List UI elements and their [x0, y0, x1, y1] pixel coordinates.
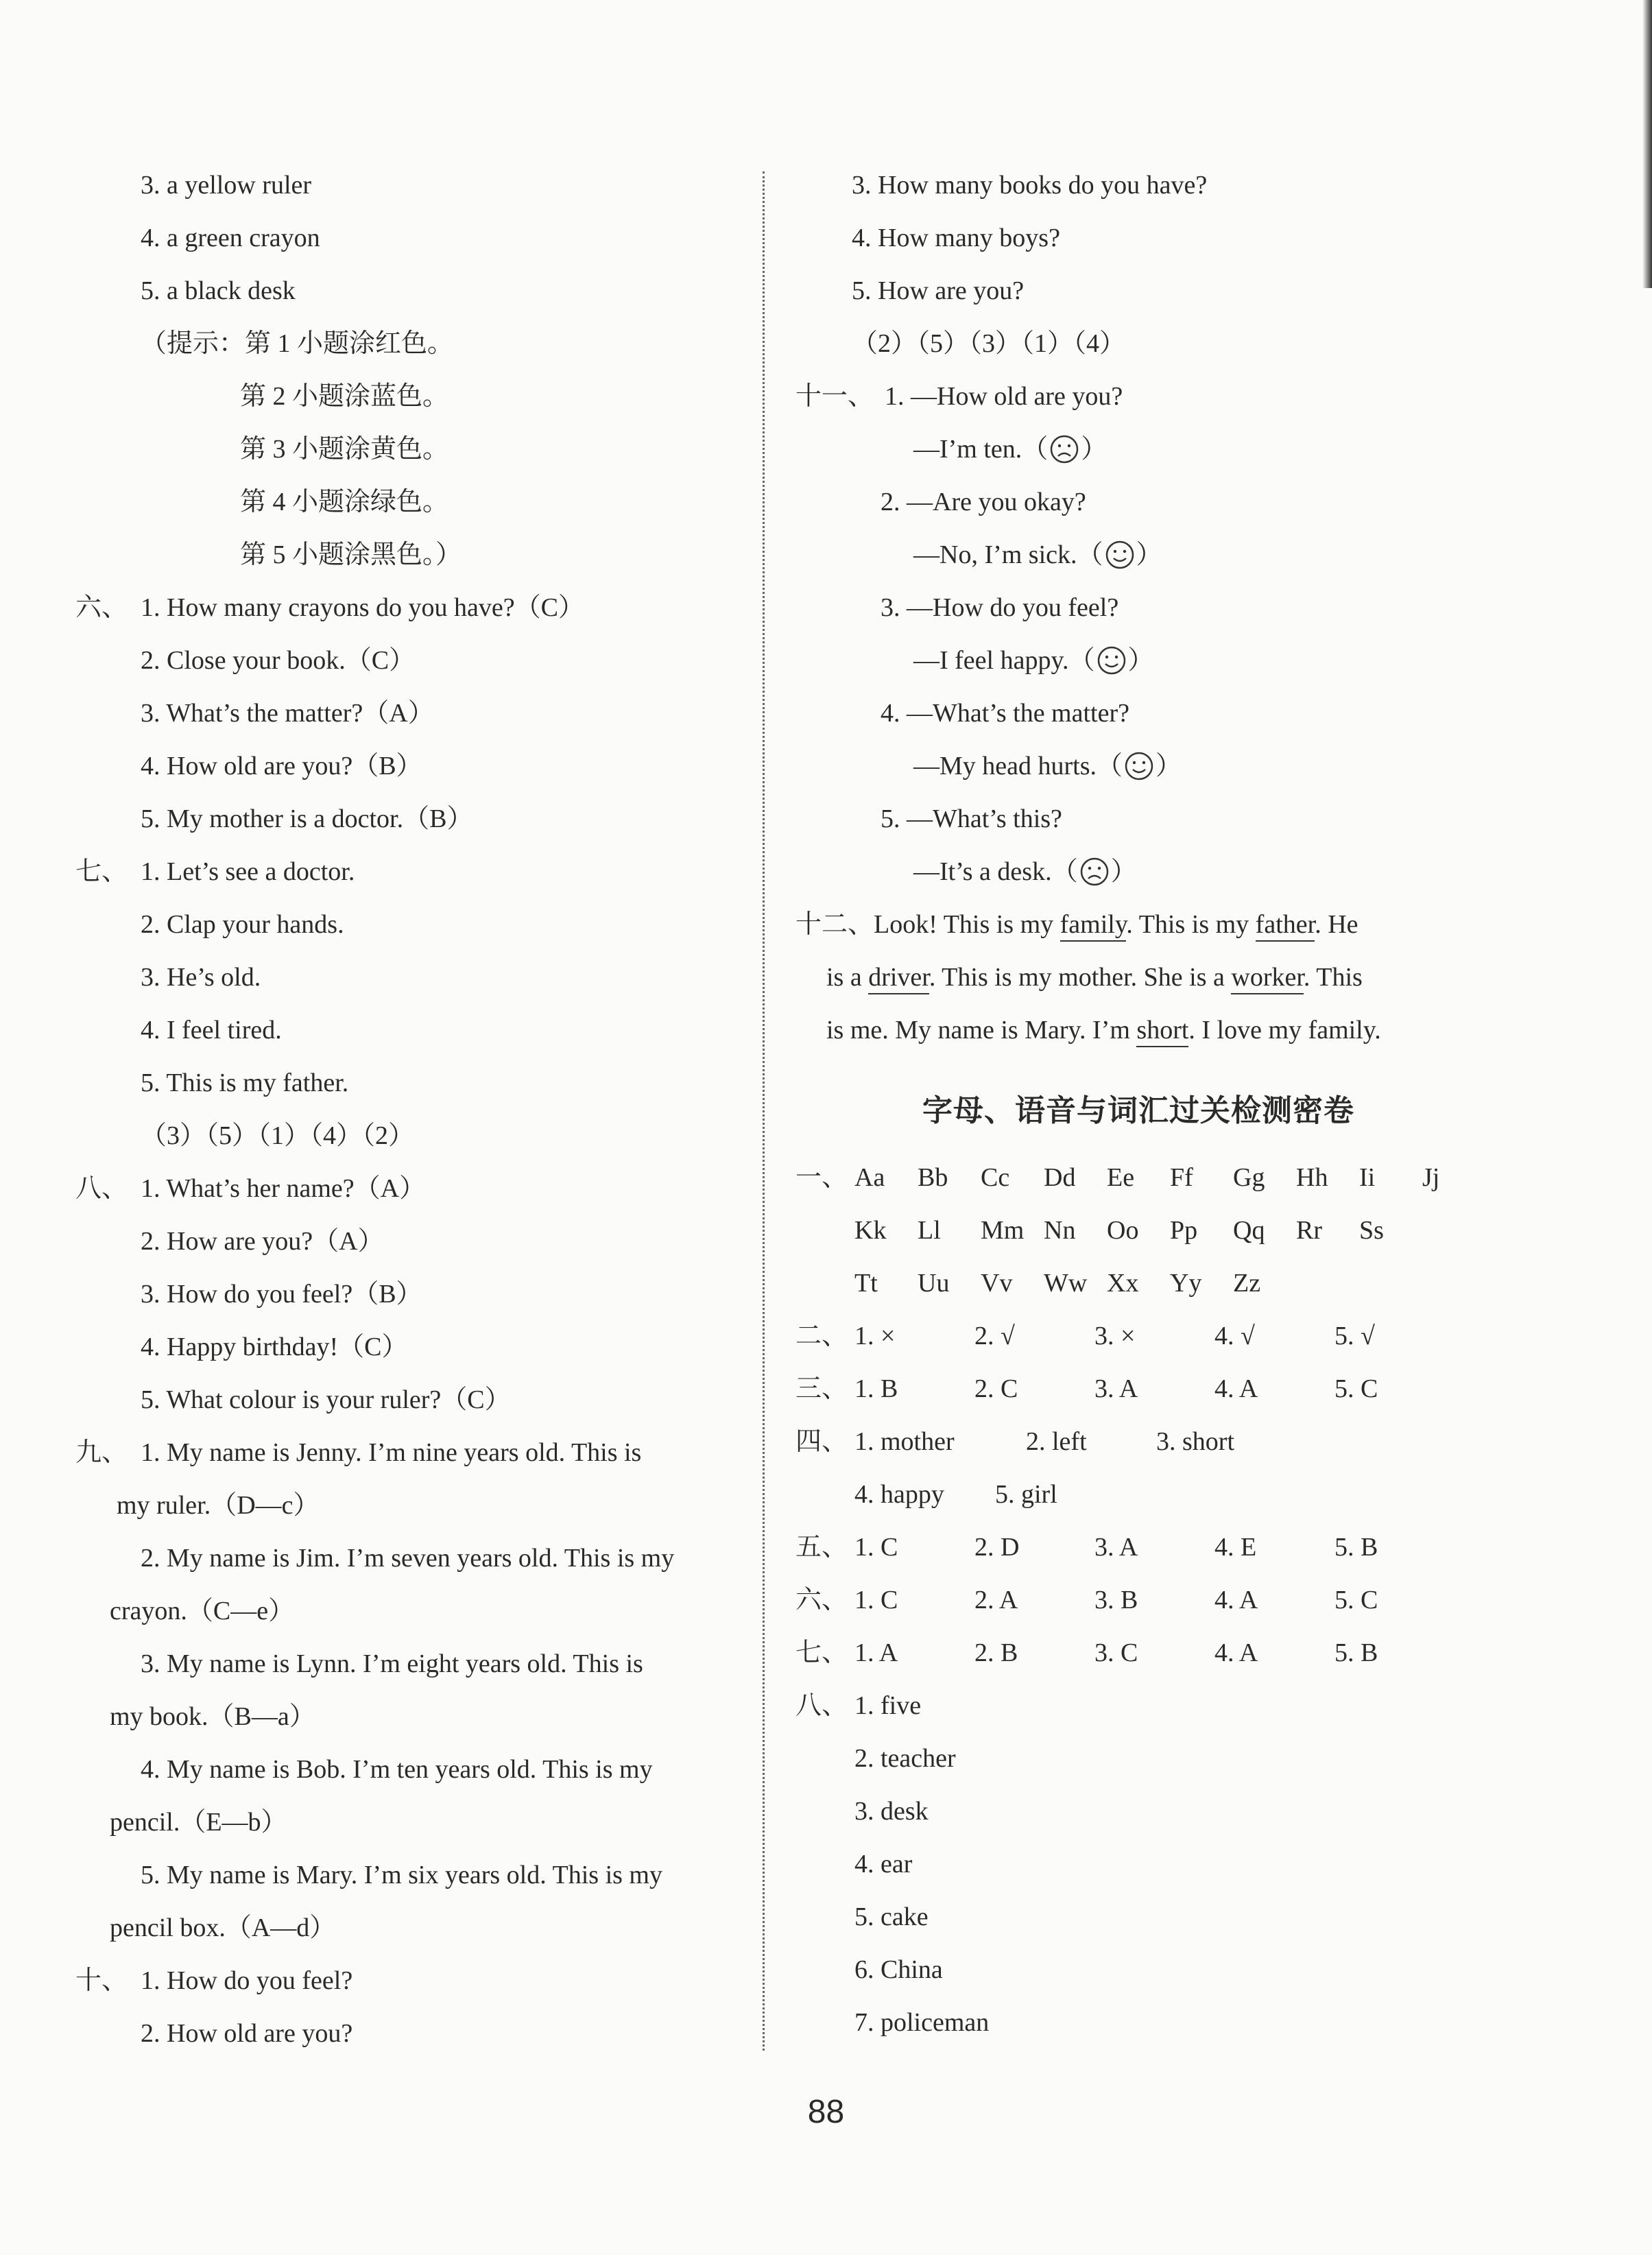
letter-pair: Ee — [1107, 1163, 1135, 1192]
section-lead: 十一、 — [795, 382, 874, 411]
answer-item: 2. D — [974, 1533, 1020, 1562]
answer-text: pencil.（E—b） — [110, 1808, 287, 1837]
answer-text: 4. Happy birthday!（C） — [141, 1333, 408, 1361]
answer-row — [795, 1574, 1481, 1627]
happy-face-icon — [1105, 540, 1135, 570]
answer-item: 5. B — [1334, 1638, 1378, 1667]
happy-face-icon — [1097, 645, 1127, 676]
answer-text: my book.（B—a） — [110, 1702, 315, 1731]
reply-line — [795, 846, 1481, 898]
answer-line — [795, 1838, 1481, 1891]
letter-pair: Yy — [1170, 1269, 1202, 1298]
section-12: 十二、Look! This is my family. This is my father. He is a driver. This is my mother. She is a worker. This is me. My name is Mary. I’m short. I love my family. — [795, 898, 1481, 1057]
answer-line — [795, 159, 1481, 212]
answer-line — [75, 1955, 747, 2007]
answer-line — [75, 582, 747, 634]
question-text: 5. —What’s this? — [881, 804, 1062, 833]
answer-line — [75, 898, 747, 951]
answer-line — [75, 1638, 747, 1691]
close-paren: ） — [1081, 435, 1108, 464]
answer-text: crayon.（C—e） — [110, 1597, 295, 1625]
reply-line — [795, 740, 1481, 793]
answer-line — [75, 634, 747, 687]
answer-item: 2. left — [1026, 1427, 1087, 1456]
letter-pair: Oo — [1107, 1216, 1139, 1245]
letter-pair: Uu — [918, 1269, 950, 1298]
answer-text: 1. My name is Jenny. I’m nine years old. This is — [141, 1438, 642, 1467]
answer-text: 2. How are you?（A） — [141, 1227, 384, 1256]
letter-pair: Gg — [1233, 1163, 1265, 1192]
answer-line — [75, 265, 747, 318]
answer-text: 4. ear — [854, 1850, 913, 1878]
section-lead: 七、 — [75, 857, 128, 886]
answer-line — [75, 1004, 747, 1057]
question-line — [795, 476, 1481, 529]
answer-text: 1. How many crayons do you have?（C） — [141, 593, 584, 622]
answer-text: 2. Close your book.（C） — [141, 646, 416, 675]
open-paren: （ — [1051, 857, 1078, 886]
letter-pair: Dd — [1044, 1163, 1076, 1192]
sad-face-icon — [1079, 857, 1110, 887]
letter-pair: Jj — [1422, 1163, 1440, 1192]
answer-line — [75, 1849, 747, 1902]
answer-line — [75, 1902, 747, 1955]
question-line — [795, 370, 1481, 423]
question-line — [795, 582, 1481, 634]
section-lead: 十二、 — [795, 910, 874, 939]
answer-line — [795, 318, 1481, 370]
answer-text: 2. Clap your hands. — [141, 910, 344, 939]
question-line — [795, 793, 1481, 846]
open-paren: （ — [1068, 646, 1095, 675]
alphabet-row — [795, 1152, 1481, 1204]
letter-pair: Kk — [854, 1216, 887, 1245]
answer-row — [795, 1416, 1481, 1468]
open-paren: （ — [1022, 435, 1049, 464]
answer-item: 1. C — [854, 1586, 898, 1614]
section-lead: 十、 — [75, 1966, 128, 1995]
answer-text: 4. I feel tired. — [141, 1016, 282, 1045]
close-paren: ） — [1110, 857, 1137, 886]
reply-line — [795, 423, 1481, 476]
section-lead: 五、 — [795, 1533, 848, 1562]
letter-pair: Zz — [1233, 1269, 1261, 1298]
answer-line — [795, 1680, 1481, 1732]
answer-text: 2. My name is Jim. I’m seven years old. This is my — [141, 1544, 675, 1573]
answer-item: 5. √ — [1334, 1322, 1375, 1350]
section-lead: 六、 — [75, 593, 128, 622]
answer-item: 4. A — [1214, 1586, 1258, 1614]
answer-item: 1. × — [854, 1322, 896, 1350]
letter-pair: Qq — [1233, 1216, 1265, 1245]
answer-line — [75, 1162, 747, 1215]
answer-line — [795, 265, 1481, 318]
answer-text: 5. cake — [854, 1902, 929, 1931]
letter-pair: Ff — [1170, 1163, 1193, 1192]
reply-line — [795, 634, 1481, 687]
question-text: 2. —Are you okay? — [881, 488, 1086, 516]
letter-pair: Ss — [1359, 1216, 1384, 1245]
answer-item: 4. happy — [854, 1480, 944, 1509]
answer-text: pencil box.（A—d） — [110, 1913, 336, 1942]
answer-text: 3. desk — [854, 1797, 929, 1826]
reply-text: —It’s a desk. — [913, 857, 1052, 886]
open-paren: （ — [1077, 540, 1103, 569]
answer-text: 第 2 小题涂蓝色。 — [240, 382, 449, 411]
answer-item: 1. mother — [854, 1427, 955, 1456]
answer-line — [75, 212, 747, 265]
answer-text: 5. My mother is a doctor.（B） — [141, 804, 473, 833]
answer-text: 5. a black desk — [141, 276, 296, 305]
answer-text: （提示：第 1 小题涂红色。 — [141, 329, 454, 358]
answer-text: 3. My name is Lynn. I’m eight years old. This is — [141, 1649, 643, 1678]
answer-text: 第 5 小题涂黑色。） — [240, 540, 462, 569]
answer-text: 1. Let’s see a doctor. — [141, 857, 355, 886]
answer-word: father — [1256, 910, 1315, 942]
section-lead: 八、 — [795, 1691, 848, 1720]
section-lead: 二、 — [795, 1322, 848, 1350]
open-paren: （ — [1097, 752, 1123, 780]
answer-word: family — [1060, 910, 1127, 942]
answer-line — [75, 423, 747, 476]
letter-pair: Ll — [918, 1216, 941, 1245]
answer-line — [795, 1732, 1481, 1785]
section-lead: 七、 — [795, 1638, 848, 1667]
question-text: 1. —How old are you? — [885, 382, 1123, 411]
letter-pair: Cc — [981, 1163, 1010, 1192]
answer-line — [75, 529, 747, 582]
letter-pair: Bb — [918, 1163, 948, 1192]
answer-row — [795, 1627, 1481, 1680]
answer-text: 3. How do you feel?（B） — [141, 1280, 422, 1309]
answer-row — [795, 1521, 1481, 1574]
answer-item: 5. B — [1334, 1533, 1378, 1562]
letter-pair: Pp — [1170, 1216, 1198, 1245]
reply-text: —My head hurts. — [913, 752, 1097, 780]
answer-item: 3. A — [1094, 1374, 1138, 1403]
answer-word: driver — [868, 963, 929, 994]
letter-pair: Aa — [854, 1163, 885, 1192]
letter-pair: Mm — [981, 1216, 1025, 1245]
answer-line — [795, 212, 1481, 265]
answer-line — [795, 1996, 1481, 2049]
answer-line — [75, 1743, 747, 1796]
close-paren: ） — [1136, 540, 1162, 569]
letter-pair: Ii — [1359, 1163, 1376, 1192]
answer-line — [75, 687, 747, 740]
answer-text: 第 3 小题涂黄色。 — [240, 435, 449, 464]
answer-text: 3. a yellow ruler — [141, 171, 312, 200]
answer-text: my ruler.（D—c） — [117, 1491, 320, 1520]
answer-line — [75, 1268, 747, 1321]
answer-item: 3. C — [1094, 1638, 1138, 1667]
answer-item: 1. C — [854, 1533, 898, 1562]
scan-edge — [1642, 0, 1652, 288]
letter-pair: Tt — [854, 1269, 878, 1298]
answer-item: 1. A — [854, 1638, 898, 1667]
reply-line — [795, 529, 1481, 582]
answer-line — [75, 1110, 747, 1162]
section-lead: 六、 — [795, 1586, 848, 1614]
letter-pair: Nn — [1044, 1216, 1076, 1245]
answer-text: 3. He’s old. — [141, 963, 261, 992]
letter-pair: Ww — [1044, 1269, 1088, 1298]
answer-row — [795, 1310, 1481, 1363]
answer-text: 第 4 小题涂绿色。 — [240, 488, 449, 516]
answer-line — [75, 159, 747, 212]
question-line — [795, 687, 1481, 740]
answer-line — [75, 476, 747, 529]
answer-item: 3. A — [1094, 1533, 1138, 1562]
answer-row — [795, 1468, 1481, 1521]
reply-text: —I feel happy. — [913, 646, 1069, 675]
section-lead: 一、 — [795, 1163, 848, 1192]
answer-item: 4. A — [1214, 1374, 1258, 1403]
answer-text: 1. five — [854, 1691, 922, 1720]
answer-text: （2）（5）（3）（1）（4） — [852, 329, 1126, 358]
answer-text: （3）（5）（1）（4）（2） — [141, 1121, 415, 1150]
answer-text: 5. My name is Mary. I’m six years old. This is my — [141, 1861, 662, 1889]
close-paren: ） — [1156, 752, 1182, 780]
happy-face-icon — [1124, 751, 1154, 781]
answer-item: 2. √ — [974, 1322, 1015, 1350]
answer-item: 4. A — [1214, 1638, 1258, 1667]
answer-item: 2. C — [974, 1374, 1018, 1403]
answer-item: 3. B — [1094, 1586, 1138, 1614]
answer-line — [75, 1796, 747, 1849]
answer-text: 4. My name is Bob. I’m ten years old. This is my — [141, 1755, 653, 1784]
answer-text: 2. How old are you? — [141, 2019, 353, 2048]
section-lead: 三、 — [795, 1374, 848, 1403]
answer-row — [795, 1363, 1481, 1416]
answer-item: 3. × — [1094, 1322, 1136, 1350]
answer-line — [75, 1057, 747, 1110]
section-lead: 九、 — [75, 1438, 128, 1467]
answer-text: 7. policeman — [854, 2008, 990, 2037]
letter-pair: Xx — [1107, 1269, 1139, 1298]
letter-pair: Vv — [981, 1269, 1013, 1298]
answer-line — [795, 1785, 1481, 1838]
answer-text: 5. What colour is your ruler?（C） — [141, 1385, 511, 1414]
answer-word: worker — [1231, 963, 1304, 994]
reply-text: —I’m ten. — [913, 435, 1022, 464]
answer-line — [75, 1585, 747, 1638]
answer-item: 5. C — [1334, 1374, 1378, 1403]
answer-text: 1. How do you feel? — [141, 1966, 353, 1995]
answer-line — [795, 1891, 1481, 1944]
section-lead: 四、 — [795, 1427, 848, 1456]
answer-line — [75, 1321, 747, 1374]
answer-item: 5. C — [1334, 1586, 1378, 1614]
page-number: 88 — [807, 2094, 845, 2130]
answer-item: 4. E — [1214, 1533, 1257, 1562]
answer-text: 4. How old are you?（B） — [141, 752, 422, 780]
answer-line — [75, 1427, 747, 1479]
right-column — [795, 159, 1481, 2049]
section-lead: 八、 — [75, 1174, 128, 1203]
answer-line — [75, 793, 747, 846]
answer-line — [75, 1691, 747, 1743]
answer-text: 4. a green crayon — [141, 224, 320, 252]
alphabet-row — [795, 1257, 1481, 1310]
answer-line — [75, 318, 747, 370]
answer-text: 3. What’s the matter?（A） — [141, 699, 434, 728]
answer-line — [75, 846, 747, 898]
answer-line — [75, 1532, 747, 1585]
answer-text: 6. China — [854, 1955, 943, 1984]
answer-item: 2. B — [974, 1638, 1018, 1667]
question-text: 4. —What’s the matter? — [881, 699, 1129, 728]
letter-pair: Hh — [1296, 1163, 1328, 1192]
alphabet-row — [795, 1204, 1481, 1257]
answer-line — [75, 740, 747, 793]
answer-item: 3. short — [1156, 1427, 1234, 1456]
answer-line — [75, 370, 747, 423]
answer-text: 5. How are you? — [852, 276, 1025, 305]
answer-line — [75, 2007, 747, 2060]
close-paren: ） — [1127, 646, 1154, 675]
answer-line — [75, 1479, 747, 1532]
section-heading: 字母、语音与词汇过关检测密卷 — [922, 1093, 1354, 1128]
answer-item: 4. √ — [1214, 1322, 1255, 1350]
column-divider — [763, 171, 765, 2051]
answer-text: 1. What’s her name?（A） — [141, 1174, 426, 1203]
answer-line — [75, 1374, 747, 1427]
answer-line — [795, 1944, 1481, 1996]
answer-text: 2. teacher — [854, 1744, 956, 1773]
answer-text: 5. This is my father. — [141, 1069, 349, 1097]
answer-line — [75, 951, 747, 1004]
answer-word: short — [1136, 1016, 1188, 1047]
sad-face-icon — [1049, 434, 1079, 464]
answer-line — [75, 1215, 747, 1268]
answer-item: 1. B — [854, 1374, 898, 1403]
answer-text: 3. How many books do you have? — [852, 171, 1208, 200]
reply-text: —No, I’m sick. — [913, 540, 1077, 569]
left-column — [75, 159, 747, 2060]
answer-item: 2. A — [974, 1586, 1018, 1614]
question-text: 3. —How do you feel? — [881, 593, 1119, 622]
answer-text: 4. How many boys? — [852, 224, 1060, 252]
answer-item: 5. girl — [995, 1480, 1057, 1509]
letter-pair: Rr — [1296, 1216, 1322, 1245]
